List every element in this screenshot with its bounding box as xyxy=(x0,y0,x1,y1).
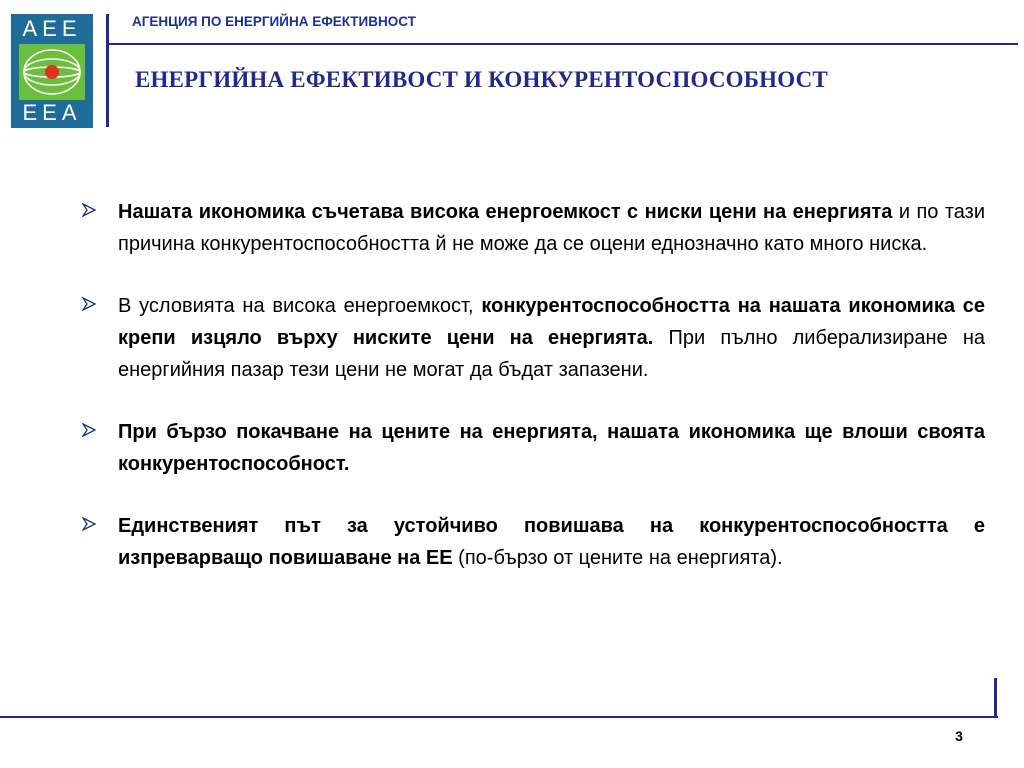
bullet-text-bold: конкурентоспособността на нашата икономика се крепи изцяло върху ниските цени на енергията. xyxy=(118,295,986,349)
bullet-text xyxy=(118,290,985,386)
bullet-text xyxy=(118,510,985,574)
bullet-list xyxy=(82,196,985,604)
bullet-item xyxy=(82,290,985,386)
arrow-bullet-icon xyxy=(82,203,96,217)
bullet-item xyxy=(82,416,985,480)
bullet-text-bold: Нашата икономика съчетава висока енергоемкост с ниски цени на енергията xyxy=(118,201,893,223)
agency-logo xyxy=(11,14,93,128)
agency-name: АГЕНЦИЯ ПО ЕНЕРГИЙНА ЕФЕКТИВНОСТ xyxy=(132,14,416,29)
bullet-text-bold: Единственият път за устойчиво повишава на конкурентоспособността е изпреварващо повишаване на ЕЕ xyxy=(118,515,985,569)
logo-bottom-text: EEA xyxy=(22,100,82,125)
bullet-text-bold: При бързо покачване на цените на енергията, нашата икономика ще влоши своята конкурентоспособност. xyxy=(118,421,985,475)
page-number: 3 xyxy=(955,728,963,744)
logo-top-text: AEE xyxy=(22,16,82,41)
footer-vertical-rule xyxy=(994,678,997,718)
arrow-bullet-icon xyxy=(82,297,96,311)
bullet-item xyxy=(82,196,985,260)
bullet-text-normal: и по тази причина конкурентоспособността й не може да се оцени еднозначно като много ниска. xyxy=(118,201,985,255)
arrow-bullet-icon xyxy=(82,423,96,437)
bullet-text-normal: (по-бързо от цените на енергията). xyxy=(452,547,783,569)
bullet-text-normal: В условията на висока енергоемкост, xyxy=(118,295,482,317)
bullet-text xyxy=(118,196,985,260)
logo-emblem-icon xyxy=(11,44,93,100)
bullet-item xyxy=(82,510,985,574)
arrow-bullet-icon xyxy=(82,517,96,531)
bullet-text xyxy=(118,416,985,480)
footer-horizontal-rule xyxy=(0,716,998,718)
header-horizontal-rule xyxy=(106,43,1018,45)
header-vertical-rule xyxy=(106,14,109,127)
bullet-text-normal: При пълно либерализиране на енергийния пазар тези цени не могат да бъдат запазени. xyxy=(118,327,985,381)
slide-title: ЕНЕРГИЙНА ЕФЕКТИВОСТ И КОНКУРЕНТОСПОСОБНОСТ xyxy=(135,67,828,92)
